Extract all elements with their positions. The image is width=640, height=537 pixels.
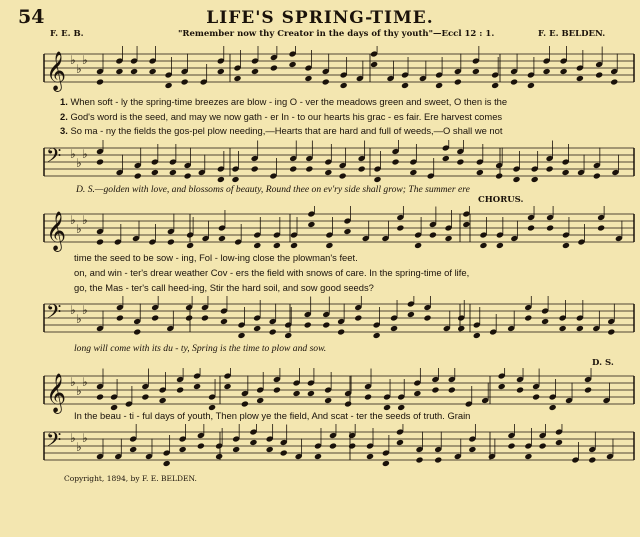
svg-text:𝄞: 𝄞 (46, 373, 67, 413)
svg-text:𝄞: 𝄞 (46, 51, 67, 91)
svg-text:♭: ♭ (76, 312, 82, 326)
treble-staff-system-2 (40, 206, 638, 252)
verse-number-2: 2. (60, 111, 68, 122)
svg-text:♭: ♭ (70, 213, 76, 227)
verse-number-1: 1. (60, 96, 68, 107)
svg-text:♭: ♭ (70, 53, 76, 67)
hymn-title: LIFE'S SPRING-TIME. (206, 8, 434, 28)
system-2-verse-3: go, the Mas - ter's call heed-ing, Stir the hard soil, and sow good seeds? (74, 282, 374, 293)
svg-text:♭: ♭ (76, 440, 82, 454)
verse-text-3: So ma - ny the fields the gos-pel plow needing,—Hearts that are hard and full of weeds,—O shall we not (70, 125, 503, 136)
svg-text:𝄞: 𝄞 (46, 211, 67, 251)
svg-text:♭: ♭ (82, 147, 88, 161)
svg-text:♭: ♭ (70, 375, 76, 389)
composer: F. E. BELDEN. (538, 29, 606, 39)
verse-number-3: 3. (60, 125, 68, 136)
svg-text:♭: ♭ (82, 375, 88, 389)
svg-text:♭: ♭ (76, 222, 82, 236)
svg-text:𝄢: 𝄢 (46, 428, 62, 456)
svg-text:♭: ♭ (70, 431, 76, 445)
system-2-verse-1: time the seed to be sow - ing, Fol - low-ing close the plowman's feet. (74, 252, 358, 263)
svg-text:𝄢: 𝄢 (46, 144, 62, 172)
epigraph: "Remember now thy Creator in the days of thy youth"—Eccl 12 : 1. (178, 29, 495, 39)
page-number: 54 (18, 6, 45, 28)
svg-text:♭: ♭ (76, 156, 82, 170)
treble-staff-system-1 (40, 46, 638, 92)
verse-line-3 (60, 125, 502, 136)
system-2-verse-2: on, and win - ter's drear weather Cov - ers the field with snows of care. In the spring-time of life, (74, 267, 470, 278)
ds-marker: D. S. (592, 358, 614, 368)
lyricist: F. E. B. (50, 29, 84, 39)
svg-text:♭: ♭ (82, 213, 88, 227)
svg-text:♭: ♭ (76, 384, 82, 398)
svg-text:𝄢: 𝄢 (46, 300, 62, 328)
verse-text-2: God's word is the seed, and may we now gath - er In - to our hearts his grac - es fair. Ere harvest comes (70, 111, 503, 122)
copyright-notice: Copyright, 1894, by F. E. BELDEN. (64, 474, 197, 483)
treble-staff-system-3 (40, 368, 638, 414)
bass-staff-system-3 (40, 424, 638, 470)
ds-line-system-1: D. S.—golden with love, and blossoms of beauty, Round thee on ev'ry side shall grow; The summer ere (76, 184, 470, 195)
chorus-label: CHORUS. (478, 195, 524, 205)
verse-line-2 (60, 111, 502, 122)
svg-text:♭: ♭ (70, 147, 76, 161)
verse-line-1 (60, 96, 507, 107)
ds-line-system-2: long will come with its du - ty, Spring is the time to plow and sow. (74, 343, 327, 354)
bass-staff-system-2 (40, 296, 638, 342)
svg-text:♭: ♭ (76, 62, 82, 76)
verse-text-1: When soft - ly the spring-time breezes are blow - ing O - ver the meadows green and sweet, O then is the (70, 96, 508, 107)
svg-text:♭: ♭ (82, 53, 88, 67)
svg-text:♭: ♭ (82, 303, 88, 317)
svg-text:♭: ♭ (70, 303, 76, 317)
svg-text:♭: ♭ (82, 431, 88, 445)
bass-staff-system-1 (40, 140, 638, 186)
system-3-lyric: In the beau - ti - ful days of youth, Then plow ye the field, And scat - ter the seeds of truth. Grain (74, 410, 471, 421)
